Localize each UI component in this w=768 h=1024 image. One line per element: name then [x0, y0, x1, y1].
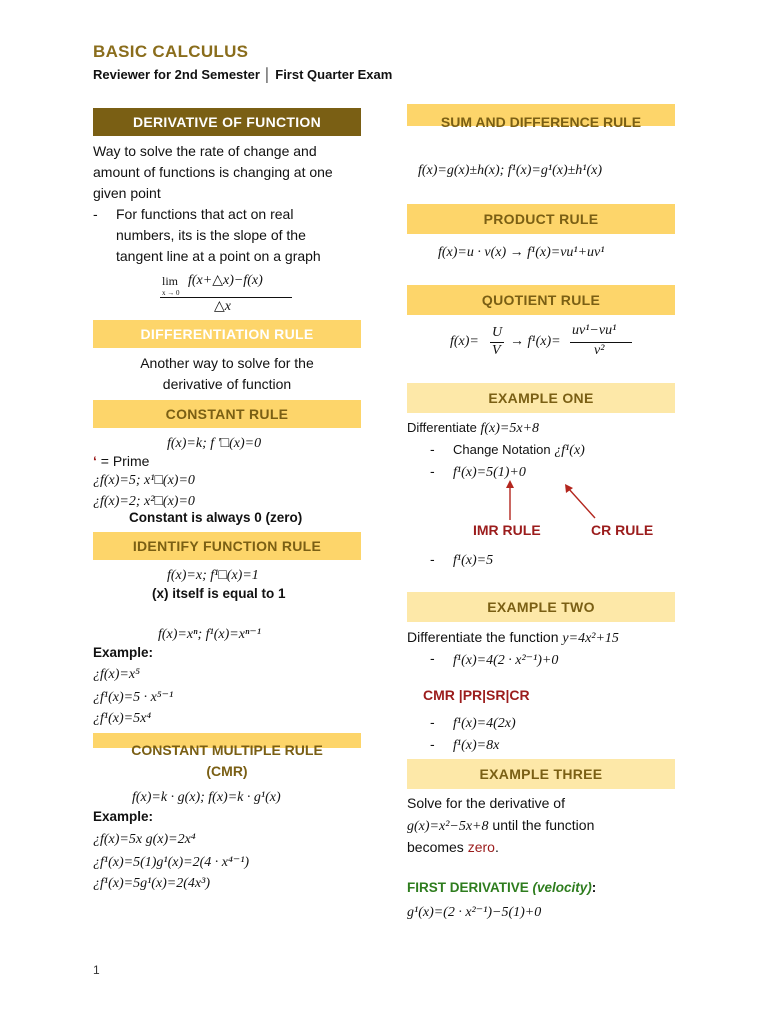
change-notation-label: Change Notation	[453, 442, 551, 457]
example-two-bullet-1: -	[430, 650, 435, 666]
example-one-intro-text: Differentiate	[407, 420, 477, 435]
differentiation-text-line: Another way to solve for the	[140, 355, 314, 371]
sum-difference-title: SUM AND DIFFERENCE RULE	[440, 114, 642, 130]
bullet-dash: -	[93, 206, 98, 222]
example-one-bullet-1: -	[430, 441, 435, 457]
bullet-text-line: tangent line at a point on a graph	[116, 248, 321, 264]
cmr-example-3: ¿f¹(x)=5g¹(x)=2(4x³)	[93, 876, 210, 891]
example-two-intro	[407, 629, 619, 647]
cmr-title-line: (CMR)	[206, 763, 248, 779]
imr-arrowhead	[506, 480, 514, 488]
example-one-bullet-2: -	[430, 463, 435, 479]
limit-lim: lim	[162, 274, 179, 288]
first-derivative-velocity: (velocity)	[532, 880, 592, 895]
quotient-arrow: → f¹(x)=	[510, 334, 561, 349]
example-three-text-3	[407, 837, 499, 858]
cmr-example-1: ¿f(x)=5x g(x)=2x⁴	[93, 832, 196, 847]
product-rule-formula: f(x)=u · v(x) → f¹(x)=vu¹+uv¹	[438, 245, 605, 260]
identify-note: (x) itself is equal to 1	[152, 586, 286, 601]
constant-example-1: ¿f(x)=5; x¹□(x)=0	[93, 473, 195, 488]
quotient-u: U	[492, 325, 503, 340]
derivative-text-line: amount of functions is changing at one	[93, 164, 333, 180]
example-one-step-2: f¹(x)=5(1)+0	[453, 465, 526, 480]
sum-difference-formula: f(x)=g(x)±h(x); f¹(x)=g¹(x)±h¹(x)	[418, 163, 603, 178]
example-two-step-2: f¹(x)=4(2x)	[453, 716, 516, 731]
first-derivative-colon: :	[591, 880, 597, 895]
limit-numerator: f(x+△x)−f(x)	[188, 273, 263, 288]
differentiation-rule-label: DIFFERENTIATION RULE	[140, 326, 314, 342]
example-three-period: .	[494, 839, 499, 855]
derivative-text-line: given point	[93, 185, 161, 201]
change-notation-step	[453, 442, 585, 459]
bullet-text-line: numbers, its is the slope of the	[116, 227, 306, 243]
prime-mark: ‘	[93, 453, 97, 469]
example-two-bullet-2: -	[430, 714, 435, 730]
imr-rule-label: IMR RULE	[473, 522, 541, 538]
document-subtitle: Reviewer for 2nd Semester │ First Quarter Exam	[93, 67, 393, 82]
first-derivative-formula: g¹(x)=(2 · x²⁻¹)−5(1)+0	[407, 905, 542, 920]
example-two-step-3: f¹(x)=8x	[453, 738, 500, 753]
rule-arrows-icon	[460, 478, 610, 523]
derivative-bullet	[93, 204, 376, 267]
example-three-banner: EXAMPLE THREE	[407, 759, 675, 789]
product-rule-banner: PRODUCT RULE	[407, 204, 675, 234]
differentiation-text-line: derivative of function	[162, 376, 292, 392]
constant-rule-formula: f(x)=k; f '□(x)=0	[167, 436, 262, 451]
identify-rule-formula: f(x)=x; f¹□(x)=1	[167, 568, 259, 583]
quotient-rule-banner: QUOTIENT RULE	[407, 285, 675, 315]
example-one-function: f(x)=5x+8	[480, 421, 540, 436]
differentiation-description	[93, 353, 361, 395]
example-three-continuation: until the function	[488, 817, 595, 833]
quotient-v: V	[492, 343, 501, 358]
quotient-denominator: v²	[594, 343, 605, 358]
example-two-function: y=4x²+15	[562, 631, 619, 646]
example-label: Example:	[93, 645, 154, 660]
limit-subscript: x → 0	[162, 289, 180, 297]
page-number: 1	[93, 963, 100, 977]
example-two-banner: EXAMPLE TWO	[407, 592, 675, 622]
example-three-text-1: Solve for the derivative of	[407, 795, 565, 811]
limit-denominator: △x	[214, 299, 231, 314]
example-three-text-2	[407, 815, 594, 837]
cmr-formula: f(x)=k · g(x); f(x)=k · g¹(x)	[132, 790, 281, 805]
bullet-text-line: For functions that act on real	[116, 206, 294, 222]
example-two-step-1: f¹(x)=4(2 · x²⁻¹)+0	[453, 653, 559, 668]
cmr-title-line: CONSTANT MULTIPLE RULE	[131, 742, 323, 758]
quotient-lhs: f(x)=	[450, 334, 479, 349]
first-derivative-label: FIRST DERIVATIVE	[407, 880, 533, 895]
derivative-text-line: Way to solve the rate of change and	[93, 143, 317, 159]
differentiation-rule-banner	[93, 320, 361, 348]
power-example-3: ¿f¹(x)=5x⁴	[93, 711, 152, 726]
cr-arrow-line	[568, 488, 595, 518]
derivative-of-function-banner: DERIVATIVE OF FUNCTION	[93, 108, 361, 136]
change-notation-math: ¿f¹(x)	[554, 443, 585, 458]
example-two-intro-text: Differentiate the function	[407, 629, 559, 645]
constant-note: Constant is always 0 (zero)	[129, 510, 303, 525]
power-rule-formula: f(x)=xⁿ; f¹(x)=xⁿ⁻¹	[158, 627, 261, 642]
example-one-step-3: f¹(x)=5	[453, 553, 494, 568]
example-three-zero: zero	[467, 839, 495, 855]
constant-multiple-rule-title	[93, 740, 361, 782]
example-three-function: g(x)=x²−5x+8	[407, 819, 489, 834]
example-one-intro	[407, 420, 539, 437]
constant-rule-banner: CONSTANT RULE	[93, 400, 361, 428]
document-title: BASIC CALCULUS	[93, 42, 249, 61]
cr-rule-label: CR RULE	[591, 522, 654, 538]
example-two-bullet-3: -	[430, 736, 435, 752]
cmr-example-label: Example:	[93, 809, 154, 824]
example-three-becomes: becomes	[407, 839, 468, 855]
rule-chain-label: CMR |PR|SR|CR	[423, 687, 530, 703]
prime-text: = Prime	[96, 453, 150, 469]
cmr-example-2: ¿f¹(x)=5(1)g¹(x)=2(4 · x⁴⁻¹)	[93, 855, 250, 870]
example-one-bullet-3: -	[430, 551, 435, 567]
example-one-banner: EXAMPLE ONE	[407, 383, 675, 413]
prime-note	[93, 451, 149, 472]
power-example-1: ¿f(x)=x⁵	[93, 667, 140, 682]
identify-function-rule-banner: IDENTIFY FUNCTION RULE	[93, 532, 361, 560]
power-example-2: ¿f¹(x)=5 · x⁵⁻¹	[93, 690, 174, 705]
constant-example-2: ¿f(x)=2; x²□(x)=0	[93, 494, 195, 509]
quotient-numerator: uv¹−vu¹	[572, 323, 617, 338]
derivative-description	[93, 141, 333, 204]
first-derivative-heading	[407, 880, 596, 895]
